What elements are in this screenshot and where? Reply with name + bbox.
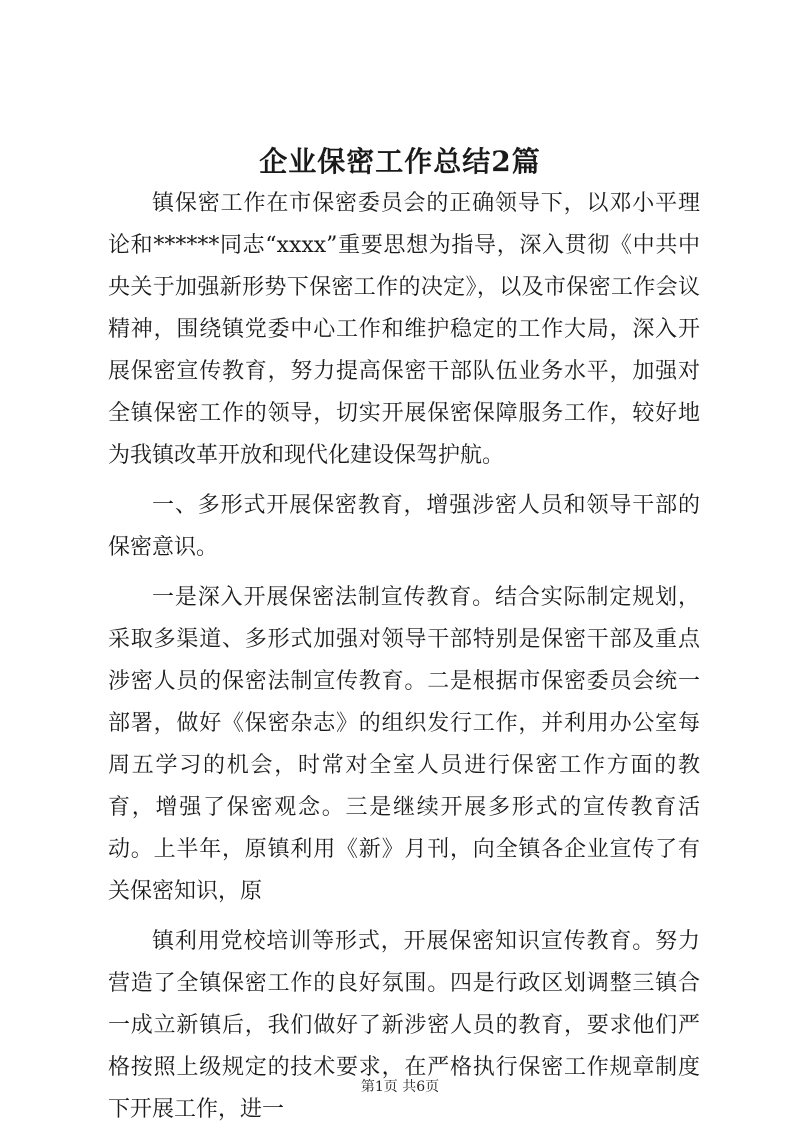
page-footer: 第1页 共6页: [360, 1079, 440, 1095]
paragraph-education: 一是深入开展保密法制宣传教育。结合实际制定规划，采取多渠道、多形式加强对领导干部特别是保密干部及重点涉密人员的保密法制宣传教育。二是根据市保密委员会统一部署，做好《保密杂志》的组织发行工作，并利用办公室每周五学习的机会，时常对全室人员进行保密工作方面的教育，增强了保密观念。三是继续开展多形式的宣传教育活动。上半年，原镇利用《新》月刊，向全镇各企业宣传了有关保密知识，原: [108, 585, 700, 904]
document-title: 企业保密工作总结2篇: [259, 145, 541, 178]
document-body: [108, 183, 700, 1131]
paragraph-intro: 镇保密工作在市保密委员会的正确领导下，以邓小平理论和******同志“xxxx”重要思想为指导，深入贯彻《中共中央关于加强新形势下保密工作的决定》，以及市保密工作会议精神，围绕镇党委中心工作和维护稳定的工作大局，深入开展保密宣传教育，努力提高保密干部队伍业务水平，加强对全镇保密工作的领导，切实开展保密保障服务工作，较好地为我镇改革开放和现代化建设保驾护航。: [108, 191, 700, 468]
paragraph-continuation: 镇利用党校培训等形式，开展保密知识宣传教育。努力营造了全镇保密工作的良好氛围。四是行政区划调整三镇合一成立新镇后，我们做好了新涉密人员的教育，要求他们严格按照上级规定的技术要求，在严格执行保密工作规章制度下开展工作，进一: [108, 929, 700, 1122]
paragraph-section-heading: 一、多形式开展保密教育，增强涉密人员和领导干部的保密意识。: [108, 493, 700, 560]
